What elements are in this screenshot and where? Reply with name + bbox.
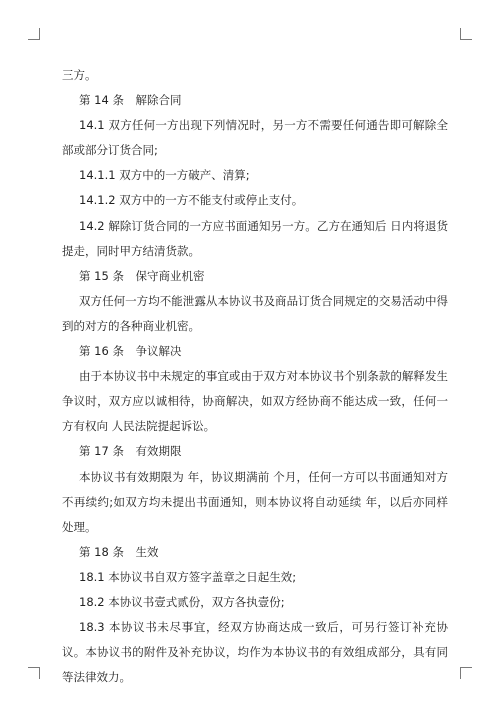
article-16-heading: 第 16 条 争议解决 — [79, 344, 182, 359]
article-15-text: 双方任何一方均不能泄露从本协议书及商品订货合同规定的交易活动中得到的对方的各种商业机密。 — [62, 293, 448, 333]
article-15-heading: 第 15 条 保守商业机密 — [79, 268, 205, 283]
article-16-text: 由于本协议书中未规定的事宜或由于双方对本协议书个别条款的解释发生争议时，双方应以诚相待，协商解决，如双方经协商不能达成一致，任何一方有权向 人民法院提起诉讼。 — [62, 369, 448, 434]
clause-14-1: 14.1 双方任何一方出现下列情况时，另一方不需要任何通告即可解除全部或部分订货合同; — [62, 118, 448, 158]
article-17-heading: 第 17 条 有效期限 — [79, 444, 182, 459]
crop-mark-top-right — [460, 28, 472, 40]
clause-14-1-1: 14.1.1 双方中的一方破产、清算; — [79, 168, 250, 183]
article-18-heading: 第 18 条 生效 — [79, 544, 159, 559]
clause-18-1: 18.1 本协议书自双方签字盖章之日起生效; — [79, 569, 297, 584]
crop-mark-top-left — [28, 28, 40, 40]
crop-mark-bottom-right — [460, 667, 472, 679]
clause-18-2: 18.2 本协议书壹式贰份，双方各执壹份; — [79, 594, 285, 609]
article-17-text: 本协议书有效期限为 年，协议期满前 个月，任何一方可以书面通知对方不再续约;如双方均未提出书面通知，则本协议将自动延续 年，以后亦同样处理。 — [62, 469, 448, 534]
clause-18-3: 18.3 本协议书未尽事宜，经双方协商达成一致后，可另行签订补充协议。本协议书的附件及补充协议，均作为本协议书的有效组成部分，具有同等法律效力。 — [62, 620, 448, 685]
article-14-heading: 第 14 条 解除合同 — [79, 93, 182, 108]
clause-14-1-2: 14.1.2 双方中的一方不能支付或停止支付。 — [79, 193, 304, 208]
crop-mark-bottom-left — [28, 667, 40, 679]
document-body — [62, 63, 448, 690]
paragraph-continuation: 三方。 — [62, 68, 97, 82]
clause-14-2: 14.2 解除订货合同的一方应书面通知另一方。乙方在通知后 日内将退货提走，同时甲方结清货款。 — [62, 218, 448, 258]
